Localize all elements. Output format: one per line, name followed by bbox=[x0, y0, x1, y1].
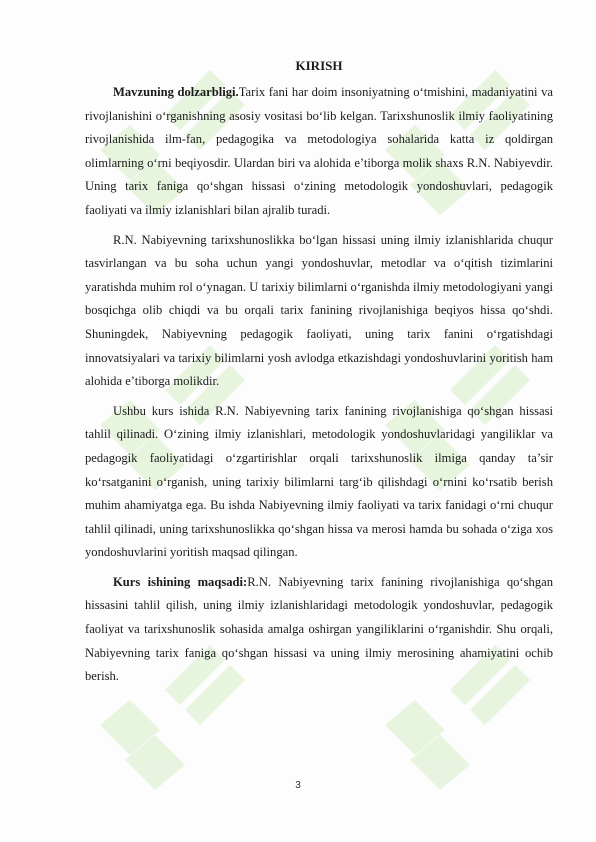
page-number: 3 bbox=[295, 780, 301, 791]
paragraph-contribution bbox=[85, 229, 553, 394]
paragraph-goal bbox=[85, 571, 553, 689]
paragraph-lead: Kurs ishining maqsadi: bbox=[113, 574, 248, 589]
paragraph-lead: Mavzuning dolzarbligi. bbox=[113, 85, 239, 99]
section-title: KIRISH bbox=[295, 58, 343, 73]
paragraph-relevance bbox=[85, 81, 553, 223]
paragraph-text: Ushbu kurs ishida R.N. Nabiyevning tarix fanining rivojlanishiga qo‘shgan hissasi tahlil qilinadi. O‘zining ilmiy izlanishlari, metodologik yondoshuvlaridagi yangiliklar va pedagogik faoliyatidagi o‘zgartirishlar orqali tarixshunoslik ilmiga qanday ta’sir ko‘rsatganini o‘rganish, uning tarixiy bilimlarni targ‘ib qilishdagi o‘rnini ko‘rsatib berish muhim ahamiyatga ega. Bu ishda Nabiyevning ilmiy faoliyati va tarix fanidagi o‘rni chuqur tahlil qilinadi, uning tarixshunoslikka qo‘shgan hissa va merosi hamda bu sohada o‘ziga xos yondoshuvlarini yoritish maqsad qilingan. bbox=[85, 403, 553, 560]
document-body bbox=[85, 57, 553, 695]
paragraph-text: Tarix fani har doim insoniyatning o‘tmishini, madaniyatini va rivojlanishini o‘rganishning asosiy vositasi bo‘lib kelgan. Tarixshunoslik ilmiy faoliyatining rivojlanishida ilm-fan, pedagogika va metodologiya sohalarida katta iz qoldirgan olimlarning o‘rni beqiyosdir. Ulardan biri va alohida e’tiborga molik shaxs R.N. Nabiyevdir. Uning tarix faniga qo‘shgan hissasi o‘zining metodologik yondoshuvlari, pedagogik faoliyati va ilmiy izlanishlari bilan ajralib turadi. bbox=[85, 85, 554, 217]
paragraph-analysis bbox=[85, 400, 553, 565]
paragraph-text: R.N. Nabiyevning tarix fanining rivojlanishiga qo‘shgan hissasini tahlil qilish, uning ilmiy izlanishlaridagi metodologik yondoshuvlar, pedagogik faoliyat va tarixshunoslik sohasida amalga oshirgan yangiliklarini o‘rganishdir. Shu orqali, Nabiyevning tarix faniga qo‘shgan hissasi va uning ilmiy merosining ahamiyatini ochib berish. bbox=[85, 574, 554, 684]
paragraph-text: R.N. Nabiyevning tarixshunoslikka bo‘lgan hissasi uning ilmiy izlanishlarida chuqur tasvirlangan va bu soha uchun yangi yondoshuvlar, metodlar va o‘qitish tizimlarini yaratishda muhim rol o‘ynagan. U tarixiy bilimlarni o‘rganishda ilmiy metodologiyani yangi bosqichga olib chiqdi va bu orqali tarix fanining rivojlanishiga beqiyos hissa qo‘shdi. Shuningdek, Nabiyevning pedagogik faoliyati, uning tarix fanini o‘rgatishdagi innovatsiyalari va tarixiy bilimlarni yosh avlodga etkazishdagi yondoshuvlarini yoritish ham alohida e’tiborga molikdir. bbox=[85, 232, 553, 389]
